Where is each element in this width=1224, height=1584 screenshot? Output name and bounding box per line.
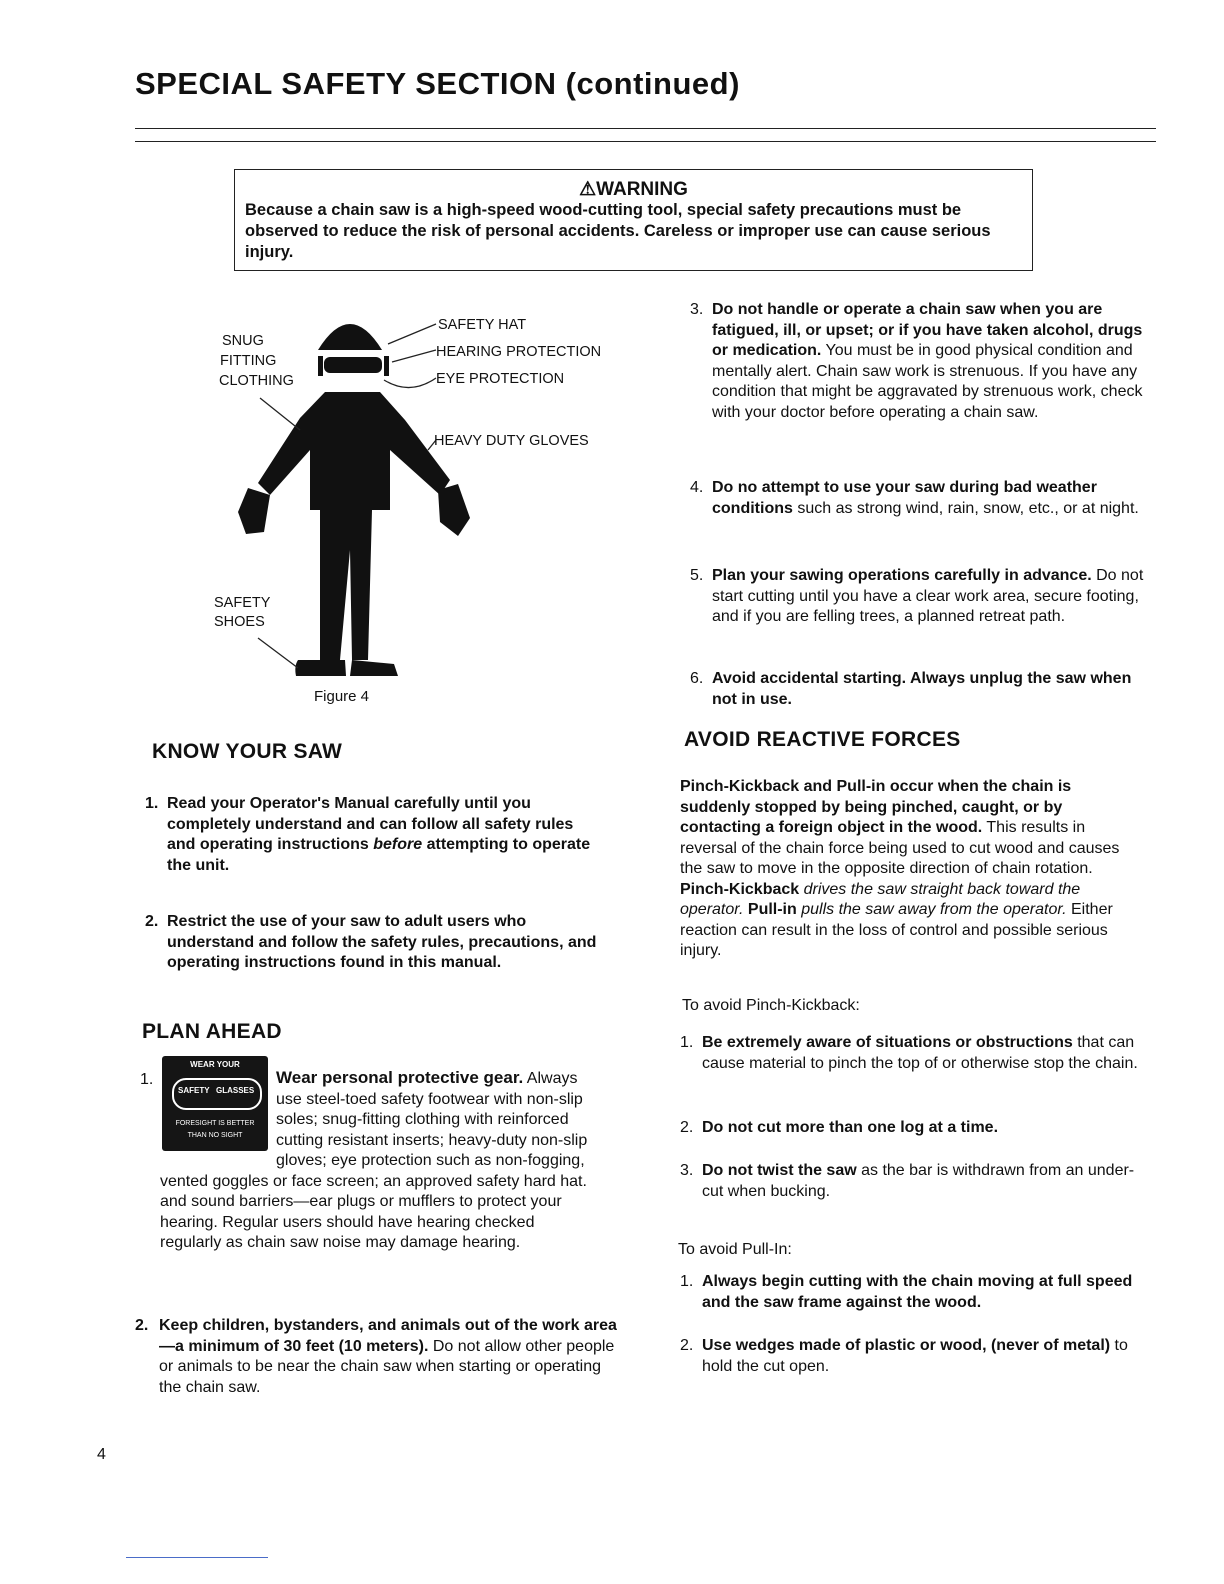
know-item-1: 1. Read your Operator's Manual carefully until you completely understand and can follow all safety rules and operating instructions before attempting to operate the unit. [145,795,591,874]
warning-triangle-icon: ⚠ [579,179,597,200]
kickback-subheading: To avoid Pinch-Kickback: [682,997,860,1014]
plan-item-5: 5. Plan your sawing operations carefully in advance. Do not start cutting until you have a clear work area, secure footing, and if you are felling trees, a planned retreat path. [690,567,1144,625]
know-item-2: 2. Restrict the use of your saw to adult users who understand and follow the safety rules, precautions, and operating instructions found in this manual. [145,913,597,971]
plan-item-3: 3. Do not handle or operate a chain saw when you are fatigued, ill, or upset; or if you have taken alcohol, drugs or medication. You must be in good physical condition and mentally alert. Chain saw work is strenuous. If you have any condition that might be aggravated by strenuous work, check with your doctor before operating a chain saw. [690,301,1143,421]
plan-item-1-number: 1. [140,1071,154,1088]
plan-item-2: 2. Keep children, bystanders, and animals out of the work area—a minimum of 30 feet (10 meters). Do not allow other people or animals to be near the chain saw when starting or operating the chain saw. [135,1317,617,1396]
warning-text: Because a chain saw is a high-speed wood-cutting tool, special safety precautions must be observed to reduce the risk of personal accidents. Careless or improper use can cause serious injury. [245,201,991,261]
title-rule-2 [135,141,1156,142]
warning-heading: ⚠WARNING [579,179,688,200]
figure-caption: Figure 4 [314,688,370,705]
label-safety: SAFETY [214,595,271,611]
label-heavy-duty-gloves: HEAVY DUTY GLOVES [434,433,589,449]
title-rule [135,128,1156,129]
label-eye-protection: EYE PROTECTION [436,371,565,387]
page-number: 4 [97,1446,106,1463]
pull-in-item-1: 1. Always begin cutting with the chain moving at full speed and the saw frame against the wood. [680,1273,1133,1311]
heading-know-your-saw: KNOW YOUR SAW [152,740,343,763]
kickback-item-2: 2. Do not cut more than one log at a time. [680,1119,999,1136]
label-shoes: SHOES [214,614,265,630]
pull-in-item-2: 2. Use wedges made of plastic or wood, (never of metal) to hold the cut open. [680,1337,1128,1375]
label-fitting: FITTING [220,353,277,369]
label-snug: SNUG [222,333,264,349]
page-title: SPECIAL SAFETY SECTION (continued) [135,66,740,101]
pull-in-subheading: To avoid Pull-In: [678,1241,792,1258]
reactive-forces-paragraph: Pinch-Kickback and Pull-in occur when the chain is suddenly stopped by being pinched, caught, or by contacting a foreign object in the wood. This results in reversal of the chain force being used to cut wood and causes the saw to move in the opposite direction of chain rotation. Pinch-Kickback drives the saw straight back toward the operator. Pull-in pulls the saw away from the operator. Either reaction can result in the loss of control and possible serious injury. [680,778,1120,959]
label-safety-hat: SAFETY HAT [438,317,527,333]
heading-avoid-reactive-forces: AVOID REACTIVE FORCES [684,728,961,751]
kickback-item-1: 1. Be extremely aware of situations or obstructions that can cause material to pinch the top of or otherwise stop the chain. [680,1034,1138,1072]
heading-plan-ahead: PLAN AHEAD [142,1020,282,1043]
kickback-item-3: 3. Do not twist the saw as the bar is withdrawn from an under-cut when bucking. [680,1162,1135,1200]
plan-item-4: 4. Do no attempt to use your saw during bad weather conditions such as strong wind, rain, snow, etc., or at night. [690,479,1139,517]
plan-item-1: Wear personal protective gear. Always use steel-toed safety footwear with non-slip soles; snug-fitting clothing with reinforced cutting resistant inserts; heavy-duty non-slip gloves; eye protection such as non-fogging, vented goggles or face screen; an approved safety hard hat. and sound barriers—ear plugs or mufflers to protect your hearing. Regular users should have hearing checked regularly as chain saw noise may damage hearing. [160,1068,588,1251]
plan-item-6: 6. Avoid accidental starting. Always unplug the saw when not in use. [690,670,1132,708]
warning-box [234,169,1033,271]
label-clothing: CLOTHING [219,373,294,389]
safety-glasses-badge-icon: WEAR YOUR SAFETY GLASSES FORESIGHT IS BETTER THAN NO SIGHT [162,1056,268,1151]
label-hearing-protection: HEARING PROTECTION [436,344,602,360]
footer-rule [126,1557,268,1558]
